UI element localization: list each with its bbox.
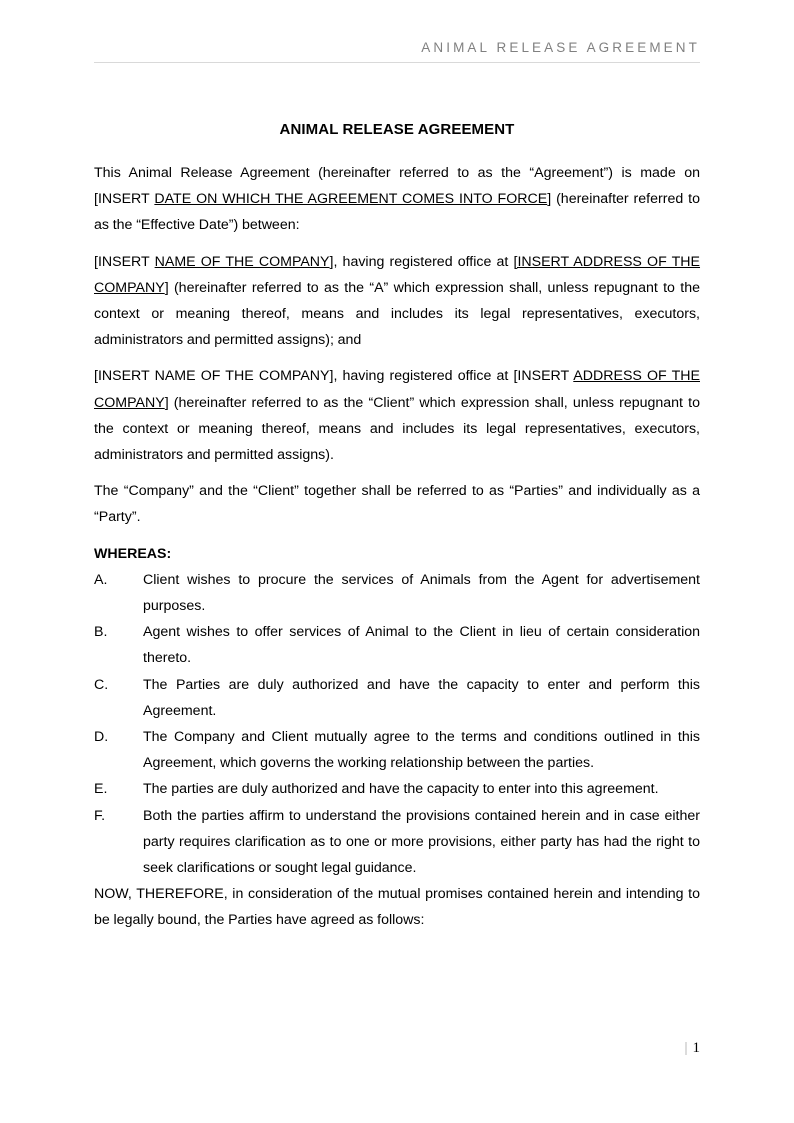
paragraph-3-text-2: ] (hereinafter referred to as the “Client” which expression shall, unless repugnant to the context or meaning thereof, means and includes its legal representatives, executors, administrators and permitted assigns). — [94, 394, 700, 464]
page-footer — [94, 1038, 700, 1058]
whereas-heading: WHEREAS: — [94, 545, 172, 562]
document-title: ANIMAL RELEASE AGREEMENT — [279, 121, 515, 138]
paragraph-parties-definition: The “Company” and the “Client” together shall be referred to as “Parties” and individually as a “Party”. — [94, 483, 700, 526]
list-item — [94, 724, 700, 776]
paragraph-3-placeholder-client-address: ADDRESS OF THE COMPANY — [94, 368, 700, 411]
paragraph-2-text-2: ], having registered office at — [329, 253, 514, 270]
list-item — [94, 776, 700, 802]
paragraph-1-text-1: This Animal Release Agreement (hereinafter referred to as the “Agreement”) is made on [INSERT — [94, 165, 700, 208]
paragraph-2-text-1: [INSERT — [94, 253, 155, 270]
list-item-text: Client wishes to procure the services of Animals from the Agent for advertisement purposes. — [143, 571, 700, 615]
list-item-text: The Parties are duly authorized and have the capacity to enter and perform this Agreement. — [143, 676, 700, 719]
list-item-marker: F. — [94, 807, 106, 824]
document-body — [94, 120, 700, 934]
list-item — [94, 619, 700, 671]
header-divider — [94, 62, 700, 63]
document-header — [94, 38, 700, 63]
list-item-marker: C. — [94, 676, 109, 693]
paragraph-1-placeholder-date: DATE ON WHICH THE AGREEMENT COMES INTO FORCE — [154, 191, 548, 208]
paragraph-2-placeholder-company-name: NAME OF THE COMPANY — [154, 253, 330, 270]
paragraph-2-placeholder-company-address: [INSERT ADDRESS OF THE COMPANY — [94, 253, 701, 296]
paragraph-1-text-2: ] (hereinafter referred to as the “Effective Date”) between: — [94, 191, 700, 234]
paragraph-company-party — [94, 249, 700, 354]
header-running-title: ANIMAL RELEASE AGREEMENT — [421, 40, 700, 55]
list-item-text: Both the parties affirm to understand the provisions contained herein and in case either party requires clarification as to one or more provisions, either party has had the right to seek clarifications or sought legal guidance. — [143, 807, 700, 877]
list-item — [94, 567, 700, 619]
page-number: 1 — [692, 1040, 700, 1056]
paragraph-3-text-1: [INSERT NAME OF THE COMPANY], having registered office at [INSERT — [94, 368, 574, 385]
list-item-marker: B. — [94, 624, 108, 641]
list-item-marker: A. — [94, 571, 108, 588]
list-item-marker: E. — [94, 781, 108, 798]
list-item-text: The parties are duly authorized and have the capacity to enter into this agreement. — [143, 781, 659, 798]
list-item — [94, 672, 700, 724]
list-item — [94, 803, 700, 882]
list-item-text: The Company and Client mutually agree to the terms and conditions outlined in this Agreement, which governs the working relationship between the parties. — [143, 729, 700, 772]
footer-separator: | — [684, 1040, 688, 1056]
paragraph-now-therefore: NOW, THEREFORE, in consideration of the mutual promises contained herein and intending to be legally bound, the Parties have agreed as follows: — [94, 886, 700, 929]
paragraph-client-party — [94, 363, 700, 468]
paragraph-2-text-3: ] (hereinafter referred to as the “A” which expression shall, unless repugnant to the context or meaning thereof, means and includes its legal representatives, executors, administrators and permitted assigns); and — [94, 279, 700, 349]
paragraph-preamble — [94, 160, 700, 239]
list-item-marker: D. — [94, 729, 109, 746]
list-item-text: Agent wishes to offer services of Animal to the Client in lieu of certain consideration thereto. — [143, 624, 700, 667]
whereas-list — [94, 567, 700, 881]
